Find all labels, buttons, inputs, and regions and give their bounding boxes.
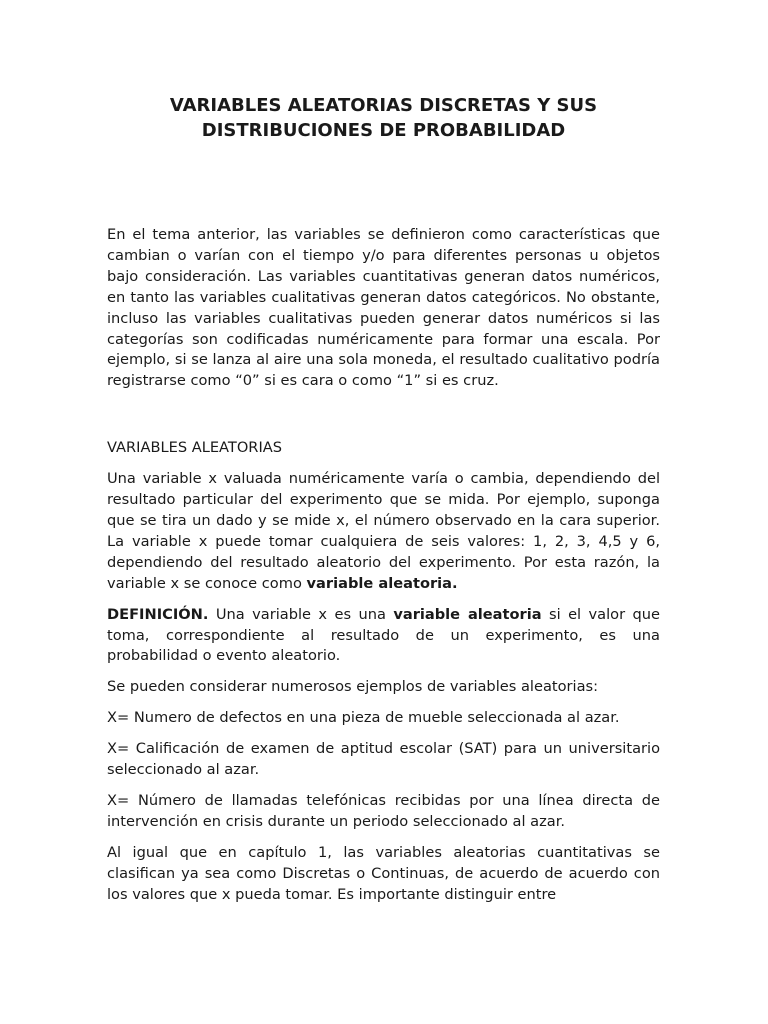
random-variable-paragraph xyxy=(107,469,660,594)
title-line-2: DISTRIBUCIONES DE PROBABILIDAD xyxy=(201,120,566,141)
example-item: X= Numero de defectos en una pieza de mueble seleccionada al azar. xyxy=(107,709,620,727)
example-item: X= Número de llamadas telefónicas recibidas por una línea directa de intervención en crisis durante un periodo seleccionado al azar. xyxy=(107,791,660,830)
examples-intro: Se pueden considerar numerosos ejemplos de variables aleatorias: xyxy=(107,678,599,696)
classification-paragraph: Al igual que en capítulo 1, las variables aleatorias cuantitativas se clasifican ya sea como Discretas o Continuas, de acuerdo de acuerdo con los valores que x pueda tomar. Es importante distinguir entre xyxy=(107,843,660,903)
title-line-1: VARIABLES ALEATORIAS DISCRETAS Y SUS xyxy=(169,95,598,116)
definition-text-a: Una variable x es una xyxy=(208,605,394,623)
definition-label: DEFINICIÓN. xyxy=(107,605,209,623)
section-heading: VARIABLES ALEATORIAS xyxy=(107,439,283,457)
definition-paragraph xyxy=(107,605,660,668)
definition-term: variable aleatoria xyxy=(393,605,542,623)
document-title xyxy=(107,93,660,143)
intro-paragraph: En el tema anterior, las variables se definieron como características que cambian o varían con el tiempo y/o para diferentes personas u objetos bajo consideración. Las variables cuantitativas generan datos numéricos, en tanto las variables cualitativas generan datos categóricos. No obstante, incluso las variables cualitativas pueden generar datos numéricos si las categorías son codificadas numéricamente para formar una escala. Por ejemplo, si se lanza al aire una sola moneda, el resultado cualitativo podría registrarse como “0” si es cara o como “1” si es cruz. xyxy=(107,226,660,390)
definition-text-b: si el valor que toma, correspondiente al resultado de un experimento, es una probabilidad o evento aleatorio. xyxy=(107,605,660,665)
random-variable-term: variable aleatoria. xyxy=(306,574,458,592)
example-item: X= Calificación de examen de aptitud escolar (SAT) para un universitario seleccionado al azar. xyxy=(107,740,660,779)
random-variable-text: Una variable x valuada numéricamente varía o cambia, dependiendo del resultado particular del experimento que se mida. Por ejemplo, suponga que se tira un dado y se mide x, el número observado en la cara superior. La variable x puede tomar cualquiera de seis valores: 1, 2, 3, 4,5 y 6, dependiendo del resultado aleatorio del experimento. Por esta razón, la variable x se conoce como xyxy=(107,470,660,592)
document-page xyxy=(107,93,660,905)
